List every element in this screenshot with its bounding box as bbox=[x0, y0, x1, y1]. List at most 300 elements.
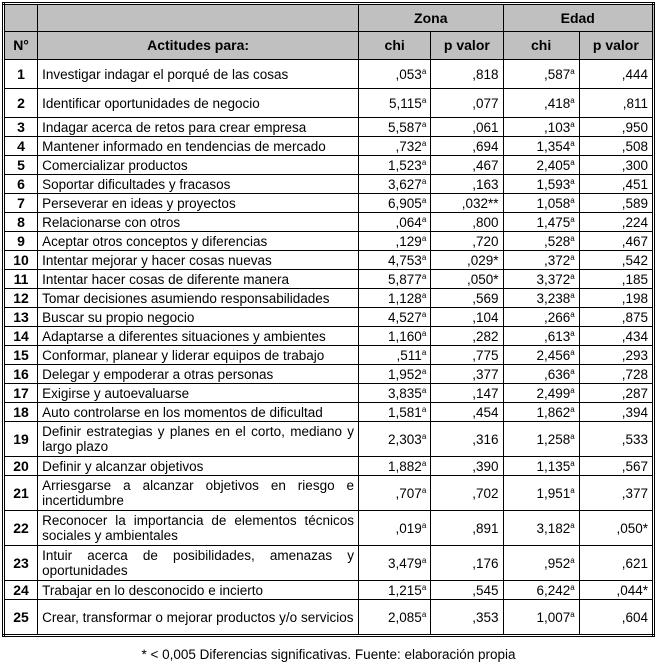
actitud-cell-text: Investigar indagar el porqué de las cosas bbox=[42, 66, 289, 82]
row-number bbox=[4, 403, 38, 422]
edad-chi-cell bbox=[503, 213, 579, 232]
actitud-cell bbox=[38, 457, 359, 476]
actitud-cell bbox=[38, 600, 359, 636]
edad-p-header: p valor bbox=[579, 32, 653, 60]
zona-p-cell-text: ,176 bbox=[472, 555, 499, 571]
superscript-a: a bbox=[421, 138, 427, 148]
edad-group-header: Edad bbox=[503, 4, 654, 32]
chi-square-table bbox=[2, 2, 655, 637]
row-number bbox=[4, 175, 38, 194]
superscript-a: a bbox=[570, 485, 575, 495]
edad-chi-cell-text: 1,354 bbox=[536, 138, 571, 154]
edad-chi-cell-text: 1,258 bbox=[536, 431, 571, 447]
table-row bbox=[4, 600, 654, 636]
row-number-text: 9 bbox=[17, 232, 25, 249]
row-number bbox=[4, 600, 38, 636]
edad-p-cell bbox=[579, 422, 653, 457]
edad-chi-cell bbox=[503, 118, 579, 137]
zona-chi-cell bbox=[359, 118, 431, 137]
table-row bbox=[4, 384, 654, 403]
zona-p-cell bbox=[431, 156, 503, 175]
table-row bbox=[4, 251, 654, 270]
actitud-cell-text: Indagar acerca de retos para crear empresa bbox=[42, 119, 307, 135]
edad-chi-cell bbox=[503, 476, 579, 511]
zona-p-cell-text: ,545 bbox=[472, 582, 499, 598]
edad-p-cell-text: ,287 bbox=[621, 385, 648, 401]
row-number bbox=[4, 156, 38, 175]
superscript-a: a bbox=[570, 328, 575, 338]
zona-p-cell bbox=[431, 581, 503, 600]
edad-p-cell bbox=[579, 476, 653, 511]
zona-chi-cell-text: ,064 bbox=[395, 214, 422, 230]
edad-p-cell-text: ,542 bbox=[621, 252, 648, 268]
edad-chi-cell bbox=[503, 308, 579, 327]
row-number-text: 13 bbox=[13, 308, 29, 325]
edad-chi-cell-text: ,613 bbox=[543, 328, 571, 344]
actitud-cell bbox=[38, 118, 359, 137]
row-number-text: 24 bbox=[13, 581, 29, 598]
zona-p-cell bbox=[431, 194, 503, 213]
zona-p-cell bbox=[431, 289, 503, 308]
zona-chi-cell bbox=[359, 476, 431, 511]
superscript-a: a bbox=[570, 66, 575, 76]
zona-chi-cell bbox=[359, 327, 431, 346]
zona-chi-cell-text: 5,115 bbox=[389, 95, 422, 111]
edad-chi-cell bbox=[503, 511, 579, 546]
actitud-cell-text: Conformar, planear y liderar equipos de trabajo bbox=[42, 347, 325, 363]
superscript-a: a bbox=[570, 195, 575, 205]
edad-chi-cell bbox=[503, 60, 579, 89]
empty-header-cell bbox=[4, 4, 38, 32]
edad-p-cell-text: ,044* bbox=[616, 582, 648, 598]
zona-p-cell bbox=[431, 175, 503, 194]
row-number bbox=[4, 546, 38, 581]
actitud-cell-text: Crear, transformar o mejorar productos y/o servicios bbox=[42, 609, 354, 625]
edad-chi-cell-text: 1,058 bbox=[536, 195, 571, 211]
zona-p-cell bbox=[431, 60, 503, 89]
edad-chi-cell bbox=[503, 251, 579, 270]
superscript-a: a bbox=[421, 252, 427, 262]
zona-p-cell bbox=[431, 365, 503, 384]
edad-p-cell bbox=[579, 327, 653, 346]
superscript-a: a bbox=[421, 520, 427, 530]
actitud-cell bbox=[38, 581, 359, 600]
edad-p-cell bbox=[579, 581, 653, 600]
edad-chi-cell-text: 2,456 bbox=[536, 347, 571, 363]
row-number-text: 14 bbox=[13, 327, 29, 344]
number-header: N° bbox=[4, 32, 38, 60]
superscript-a: a bbox=[421, 458, 427, 468]
zona-chi-cell-text: 2,303 bbox=[388, 431, 422, 447]
zona-chi-cell-text: 4,753 bbox=[388, 252, 422, 268]
row-number-text: 7 bbox=[17, 194, 25, 211]
actitud-cell-text: Definir y alcanzar objetivos bbox=[42, 458, 204, 474]
row-number bbox=[4, 194, 38, 213]
superscript-a: a bbox=[570, 458, 575, 468]
actitud-cell-text: Definir estrategias y planes en el corto, mediano y largo plazo bbox=[42, 424, 355, 454]
edad-chi-cell bbox=[503, 270, 579, 289]
actitud-cell bbox=[38, 232, 359, 251]
zona-chi-cell-text: ,129 bbox=[395, 233, 422, 249]
superscript-a: a bbox=[421, 157, 427, 167]
superscript-a: a bbox=[570, 138, 575, 148]
zona-p-cell-text: ,454 bbox=[472, 404, 499, 420]
row-number-text: 21 bbox=[13, 484, 29, 501]
actitud-cell-text: Intuir acerca de posibilidades, amenazas y oportunidades bbox=[42, 548, 355, 578]
zona-p-cell-text: ,377 bbox=[472, 366, 499, 382]
edad-p-cell bbox=[579, 194, 653, 213]
actitud-cell bbox=[38, 289, 359, 308]
actitud-cell-text: Perseverar en ideas y proyectos bbox=[42, 195, 236, 211]
zona-chi-cell bbox=[359, 175, 431, 194]
row-number bbox=[4, 365, 38, 384]
edad-chi-cell-text: ,372 bbox=[543, 252, 571, 268]
zona-chi-cell-text: ,732 bbox=[395, 138, 422, 154]
actitud-cell bbox=[38, 546, 359, 581]
edad-p-cell-text: ,300 bbox=[621, 157, 648, 173]
zona-chi-cell-text: 3,479 bbox=[388, 555, 422, 571]
actitud-cell bbox=[38, 384, 359, 403]
actitud-cell bbox=[38, 251, 359, 270]
zona-chi-cell bbox=[359, 346, 431, 365]
zona-chi-cell-text: ,511 bbox=[396, 347, 422, 363]
superscript-a: a bbox=[421, 609, 427, 619]
table-row bbox=[4, 457, 654, 476]
edad-chi-cell-text: 2,499 bbox=[536, 385, 571, 401]
actitud-cell bbox=[38, 60, 359, 89]
zona-p-cell bbox=[431, 476, 503, 511]
edad-p-cell-text: ,377 bbox=[621, 485, 648, 501]
zona-chi-cell-text: 3,835 bbox=[388, 385, 422, 401]
edad-p-cell bbox=[579, 118, 653, 137]
row-number bbox=[4, 213, 38, 232]
edad-chi-cell-text: 6,242 bbox=[536, 582, 571, 598]
zona-chi-cell bbox=[359, 384, 431, 403]
edad-p-cell bbox=[579, 457, 653, 476]
edad-p-cell bbox=[579, 89, 653, 118]
table-row bbox=[4, 213, 654, 232]
superscript-a: a bbox=[570, 176, 575, 186]
zona-chi-header: chi bbox=[359, 32, 431, 60]
actitud-cell-text: Comercializar productos bbox=[42, 157, 188, 173]
edad-chi-cell-text: 1,593 bbox=[536, 176, 571, 192]
row-number bbox=[4, 251, 38, 270]
edad-chi-cell-text: ,418 bbox=[543, 95, 571, 111]
row-number-text: 19 bbox=[13, 430, 29, 447]
empty-header-cell bbox=[38, 4, 359, 32]
zona-chi-cell-text: 5,877 bbox=[388, 271, 422, 287]
actitud-cell bbox=[38, 194, 359, 213]
zona-p-cell bbox=[431, 213, 503, 232]
zona-p-cell-text: ,720 bbox=[472, 233, 499, 249]
row-number-text: 23 bbox=[13, 554, 29, 571]
zona-p-cell-text: ,694 bbox=[472, 138, 499, 154]
zona-p-cell bbox=[431, 403, 503, 422]
zona-chi-cell bbox=[359, 308, 431, 327]
zona-p-cell-text: ,818 bbox=[472, 66, 499, 82]
edad-chi-cell bbox=[503, 365, 579, 384]
table-row bbox=[4, 308, 654, 327]
actitud-cell bbox=[38, 270, 359, 289]
edad-p-cell bbox=[579, 511, 653, 546]
table-row bbox=[4, 546, 654, 581]
actitud-cell-text: Aceptar otros conceptos y diferencias bbox=[42, 233, 268, 249]
table-row bbox=[4, 403, 654, 422]
row-number-text: 6 bbox=[17, 175, 25, 192]
table-container bbox=[2, 2, 655, 637]
edad-p-cell bbox=[579, 600, 653, 636]
actitud-cell-text: Arriesgarse a alcanzar objetivos en riesgo e incertidumbre bbox=[42, 478, 355, 508]
zona-p-cell bbox=[431, 89, 503, 118]
zona-p-cell bbox=[431, 546, 503, 581]
zona-chi-cell bbox=[359, 213, 431, 232]
actitud-cell bbox=[38, 365, 359, 384]
zona-p-cell bbox=[431, 511, 503, 546]
row-number bbox=[4, 457, 38, 476]
zona-chi-cell-text: 6,905 bbox=[388, 195, 422, 211]
zona-p-cell bbox=[431, 270, 503, 289]
actitud-cell bbox=[38, 89, 359, 118]
superscript-a: a bbox=[570, 555, 575, 565]
edad-p-cell-text: ,451 bbox=[621, 176, 648, 192]
actitudes-header: Actitudes para: bbox=[38, 32, 359, 60]
zona-chi-cell bbox=[359, 422, 431, 457]
table-row bbox=[4, 194, 654, 213]
actitud-cell bbox=[38, 422, 359, 457]
zona-p-cell-text: ,702 bbox=[472, 485, 499, 501]
row-number bbox=[4, 581, 38, 600]
row-number bbox=[4, 270, 38, 289]
zona-p-cell-text: ,569 bbox=[472, 290, 499, 306]
row-number bbox=[4, 511, 38, 546]
superscript-a: a bbox=[570, 95, 575, 105]
zona-p-cell bbox=[431, 327, 503, 346]
superscript-a: a bbox=[570, 119, 575, 129]
zona-chi-cell bbox=[359, 546, 431, 581]
superscript-a: a bbox=[570, 520, 575, 530]
actitud-cell-text: Adaptarse a diferentes situaciones y ambientes bbox=[42, 328, 326, 344]
edad-chi-cell-text: 3,182 bbox=[536, 520, 571, 536]
actitud-cell bbox=[38, 213, 359, 232]
row-number-text: 17 bbox=[13, 384, 29, 401]
zona-chi-cell-text: 4,527 bbox=[388, 309, 422, 325]
actitud-cell-text: Intentar hacer cosas de diferente manera bbox=[42, 271, 289, 287]
edad-chi-cell bbox=[503, 194, 579, 213]
superscript-a: a bbox=[421, 66, 427, 76]
group-header-row bbox=[4, 4, 654, 32]
zona-chi-cell-text: ,707 bbox=[395, 485, 422, 501]
actitud-cell bbox=[38, 137, 359, 156]
superscript-a: a bbox=[421, 485, 427, 495]
superscript-a: a bbox=[421, 119, 427, 129]
row-number-text: 15 bbox=[13, 346, 29, 363]
row-number bbox=[4, 137, 38, 156]
zona-p-cell bbox=[431, 232, 503, 251]
zona-p-cell-text: ,316 bbox=[472, 431, 499, 447]
zona-chi-cell-text: 2,085 bbox=[388, 609, 422, 625]
superscript-a: a bbox=[570, 271, 575, 281]
edad-p-cell-text: ,434 bbox=[621, 328, 648, 344]
edad-chi-cell-text: 1,862 bbox=[536, 404, 571, 420]
zona-chi-cell bbox=[359, 232, 431, 251]
edad-p-cell-text: ,050* bbox=[616, 520, 648, 536]
zona-chi-cell-text: ,019 bbox=[395, 520, 422, 536]
edad-chi-cell-text: ,587 bbox=[543, 66, 571, 82]
footnote: * < 0,005 Diferencias significativas. Fuente: elaboración propia bbox=[141, 647, 516, 662]
edad-chi-cell bbox=[503, 403, 579, 422]
edad-chi-cell bbox=[503, 89, 579, 118]
edad-p-cell-text: ,728 bbox=[621, 366, 648, 382]
table-row bbox=[4, 89, 654, 118]
edad-chi-cell-text: 1,135 bbox=[536, 458, 571, 474]
row-number-text: 4 bbox=[17, 137, 25, 154]
edad-chi-cell bbox=[503, 346, 579, 365]
actitud-cell-text: Tomar decisiones asumiendo responsabilidades bbox=[42, 290, 330, 306]
row-number-text: 5 bbox=[17, 156, 25, 173]
zona-p-cell-text: ,032** bbox=[461, 195, 499, 211]
zona-chi-cell bbox=[359, 581, 431, 600]
zona-p-cell bbox=[431, 118, 503, 137]
zona-p-cell-text: ,467 bbox=[472, 157, 499, 173]
zona-p-cell bbox=[431, 251, 503, 270]
edad-chi-cell bbox=[503, 546, 579, 581]
zona-p-cell-text: ,353 bbox=[472, 609, 499, 625]
row-number bbox=[4, 384, 38, 403]
edad-chi-cell bbox=[503, 327, 579, 346]
row-number bbox=[4, 89, 38, 118]
actitud-cell bbox=[38, 156, 359, 175]
table-row bbox=[4, 422, 654, 457]
row-number-text: 25 bbox=[13, 608, 29, 625]
superscript-a: a bbox=[421, 404, 427, 414]
edad-chi-cell bbox=[503, 457, 579, 476]
edad-p-cell-text: ,467 bbox=[621, 233, 648, 249]
edad-chi-cell-text: 3,372 bbox=[536, 271, 571, 287]
edad-chi-cell-text: ,103 bbox=[543, 119, 571, 135]
zona-chi-cell bbox=[359, 89, 431, 118]
actitud-cell-text: Delegar y empoderar a otras personas bbox=[42, 366, 274, 382]
edad-p-cell bbox=[579, 270, 653, 289]
superscript-a: a bbox=[570, 233, 575, 243]
superscript-a: a bbox=[421, 271, 427, 281]
edad-chi-cell bbox=[503, 581, 579, 600]
edad-p-cell bbox=[579, 60, 653, 89]
row-number-text: 2 bbox=[17, 94, 25, 111]
superscript-a: a bbox=[421, 385, 427, 395]
edad-chi-cell bbox=[503, 175, 579, 194]
edad-p-cell-text: ,811 bbox=[622, 95, 648, 111]
zona-p-cell-text: ,104 bbox=[472, 309, 499, 325]
actitud-cell bbox=[38, 346, 359, 365]
superscript-a: a bbox=[570, 609, 575, 619]
column-header-row bbox=[4, 32, 654, 60]
row-number bbox=[4, 346, 38, 365]
row-number-text: 12 bbox=[13, 289, 29, 306]
edad-chi-cell bbox=[503, 600, 579, 636]
row-number bbox=[4, 327, 38, 346]
actitud-cell bbox=[38, 175, 359, 194]
edad-chi-cell bbox=[503, 384, 579, 403]
edad-chi-cell-text: ,952 bbox=[543, 555, 571, 571]
zona-chi-cell-text: 1,882 bbox=[388, 458, 422, 474]
table-row bbox=[4, 137, 654, 156]
superscript-a: a bbox=[421, 95, 427, 105]
edad-p-cell bbox=[579, 546, 653, 581]
actitud-cell-text: Relacionarse con otros bbox=[42, 214, 181, 230]
zona-chi-cell bbox=[359, 457, 431, 476]
edad-p-cell-text: ,875 bbox=[621, 309, 648, 325]
row-number-text: 20 bbox=[13, 457, 29, 474]
actitud-cell bbox=[38, 511, 359, 546]
edad-chi-cell-text: 1,475 bbox=[536, 214, 571, 230]
zona-p-cell bbox=[431, 600, 503, 636]
edad-p-cell-text: ,508 bbox=[621, 138, 648, 154]
zona-chi-cell-text: 1,160 bbox=[388, 328, 422, 344]
zona-chi-cell bbox=[359, 600, 431, 636]
edad-p-cell-text: ,950 bbox=[621, 119, 648, 135]
superscript-a: a bbox=[421, 176, 427, 186]
table-row bbox=[4, 365, 654, 384]
superscript-a: a bbox=[570, 404, 575, 414]
zona-chi-cell bbox=[359, 194, 431, 213]
row-number-text: 8 bbox=[17, 213, 25, 230]
edad-chi-cell bbox=[503, 289, 579, 308]
edad-p-cell bbox=[579, 175, 653, 194]
table-row bbox=[4, 511, 654, 546]
superscript-a: a bbox=[421, 328, 427, 338]
zona-p-cell bbox=[431, 137, 503, 156]
zona-chi-cell-text: 1,215 bbox=[388, 582, 422, 598]
zona-chi-cell-text: ,053 bbox=[395, 66, 422, 82]
row-number-text: 3 bbox=[17, 118, 25, 135]
zona-p-cell bbox=[431, 308, 503, 327]
zona-chi-cell-text: 5,587 bbox=[388, 119, 422, 135]
zona-chi-cell-text: 1,952 bbox=[388, 366, 422, 382]
edad-p-cell bbox=[579, 403, 653, 422]
row-number-text: 22 bbox=[13, 519, 29, 536]
row-number bbox=[4, 289, 38, 308]
edad-p-cell-text: ,621 bbox=[621, 555, 648, 571]
row-number bbox=[4, 476, 38, 511]
actitud-cell-text: Auto controlarse en los momentos de dificultad bbox=[42, 404, 323, 420]
zona-p-cell-text: ,891 bbox=[472, 520, 499, 536]
edad-chi-cell bbox=[503, 232, 579, 251]
superscript-a: a bbox=[421, 347, 427, 357]
zona-p-cell bbox=[431, 457, 503, 476]
table-row bbox=[4, 232, 654, 251]
edad-p-cell bbox=[579, 232, 653, 251]
superscript-a: a bbox=[570, 347, 575, 357]
zona-chi-cell bbox=[359, 270, 431, 289]
edad-p-cell-text: ,185 bbox=[621, 271, 648, 287]
table-row bbox=[4, 118, 654, 137]
zona-p-cell-text: ,390 bbox=[472, 458, 499, 474]
table-row bbox=[4, 327, 654, 346]
row-number bbox=[4, 422, 38, 457]
table-row bbox=[4, 289, 654, 308]
edad-p-cell-text: ,589 bbox=[621, 195, 648, 211]
superscript-a: a bbox=[421, 290, 427, 300]
table-row bbox=[4, 270, 654, 289]
edad-p-cell-text: ,444 bbox=[621, 66, 648, 82]
actitud-cell-text: Mantener informado en tendencias de mercado bbox=[42, 138, 326, 154]
superscript-a: a bbox=[421, 214, 427, 224]
row-number-text: 1 bbox=[17, 65, 25, 82]
table-row bbox=[4, 476, 654, 511]
edad-chi-cell-text: ,636 bbox=[543, 366, 571, 382]
row-number-text: 11 bbox=[13, 270, 29, 287]
table-row bbox=[4, 581, 654, 600]
